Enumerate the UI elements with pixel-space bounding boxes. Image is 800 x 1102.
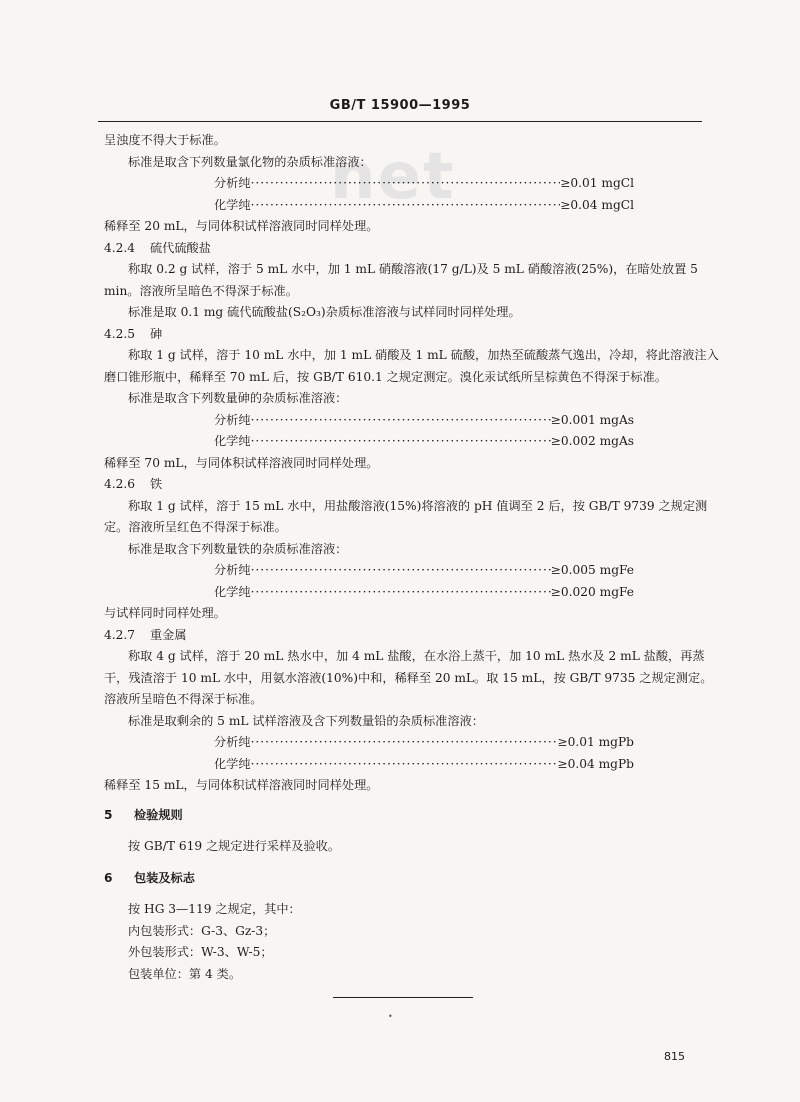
spec-line: 分析纯 ····· ≥0.01 mgPb: [214, 732, 634, 754]
paragraph: 标准是取含下列数量氯化物的杂质标准溶液：: [128, 154, 372, 169]
section-heading: 6 包装及标志: [104, 870, 195, 885]
section-heading: 4.2.6 铁: [104, 477, 163, 491]
paragraph: 外包装形式：W-3、W-5；: [128, 945, 273, 959]
paragraph: 标准是取剩余的 5 mL 试样溶液及含下列数量铅的杂质标准溶液：: [128, 713, 484, 728]
section-heading: 5 检验规则: [104, 807, 183, 822]
spec-line: 分析纯 ····· ≥0.001 mgAs: [214, 410, 634, 432]
header-rule: [98, 121, 702, 122]
paragraph: 称取 0.2 g 试样，溶于 5 mL 水中，加 1 mL 硝酸溶液(17 g/L)及 5 mL 硝酸溶液(25%)，在暗处放置 5 min。溶液所呈暗色不得深于标准。: [104, 262, 698, 298]
document-body: [104, 130, 720, 985]
paragraph: 稀释至 20 mL，与同体积试样溶液同时同样处理。: [104, 219, 379, 233]
spec-line: 化学纯 ····· ≥0.002 mgAs: [214, 431, 634, 453]
spec-line: 分析纯 ····· ≥0.005 mgFe: [214, 560, 634, 582]
paragraph: 称取 4 g 试样，溶于 20 mL 热水中，加 4 mL 盐酸，在水浴上蒸干，加 10 mL 热水及 2 mL 盐酸，再蒸干，残渣溶于 10 mL 水中，用氨水溶液(10%)中和，稀释至 20 mL。取 15 mL，按 GB/T 9735 之规定测定。溶液所呈暗色不得深于标准。: [104, 649, 713, 706]
spec-line: 化学纯 ····· ≥0.04 mgPb: [214, 754, 634, 776]
paragraph: 稀释至 70 mL，与同体积试样溶液同时同样处理。: [104, 455, 379, 470]
paragraph: 稀释至 15 mL，与同体积试样溶液同时同样处理。: [104, 778, 379, 792]
paragraph: 包装单位：第 4 类。: [128, 966, 242, 981]
paragraph: 标准是取含下列数量砷的杂质标准溶液：: [128, 391, 348, 405]
page-number: 815: [664, 1050, 685, 1063]
doc-code-header: GB/T 15900—1995: [329, 98, 471, 113]
spec-line: 化学纯 ····· ≥0.020 mgFe: [214, 582, 634, 604]
paragraph: 内包装形式：G-3、Gz-3；: [128, 923, 276, 938]
paragraph: 按 HG 3—119 之规定，其中：: [128, 902, 301, 916]
paragraph: 与试样同时同样处理。: [104, 606, 226, 620]
end-rule: [333, 997, 473, 998]
paragraph: 呈浊度不得大于标准。: [104, 133, 226, 147]
paragraph: 称取 1 g 试样，溶于 10 mL 水中，加 1 mL 硝酸及 1 mL 硫酸，加热至硫酸蒸气逸出，冷却，将此溶液注入磨口锥形瓶中，稀释至 70 mL 后，按 GB/T 610.1 之规定测定。溴化汞试纸所呈棕黄色不得深于标准。: [104, 348, 719, 384]
spec-line: 分析纯 ····· ≥0.01 mgCl: [214, 173, 634, 195]
watermark: net: [330, 140, 456, 214]
section-heading: 4.2.7 重金属: [104, 627, 187, 642]
paragraph: 按 GB/T 619 之规定进行采样及验收。: [128, 839, 341, 853]
end-dot: •: [388, 1012, 393, 1021]
paragraph: 称取 1 g 试样，溶于 15 mL 水中，用盐酸溶液(15%)将溶液的 pH 值调至 2 后，按 GB/T 9739 之规定测定。溶液所呈红色不得深于标准。: [104, 498, 708, 534]
paragraph: 标准是取 0.1 mg 硫代硫酸盐(S₂O₃)杂质标准溶液与试样同时同样处理。: [128, 305, 521, 319]
paragraph: 标准是取含下列数量铁的杂质标准溶液：: [128, 541, 348, 556]
spec-line: 化学纯 ····· ≥0.04 mgCl: [214, 195, 634, 217]
section-heading: 4.2.5 砷: [104, 326, 163, 341]
section-heading: 4.2.4 硫代硫酸盐: [104, 240, 211, 255]
